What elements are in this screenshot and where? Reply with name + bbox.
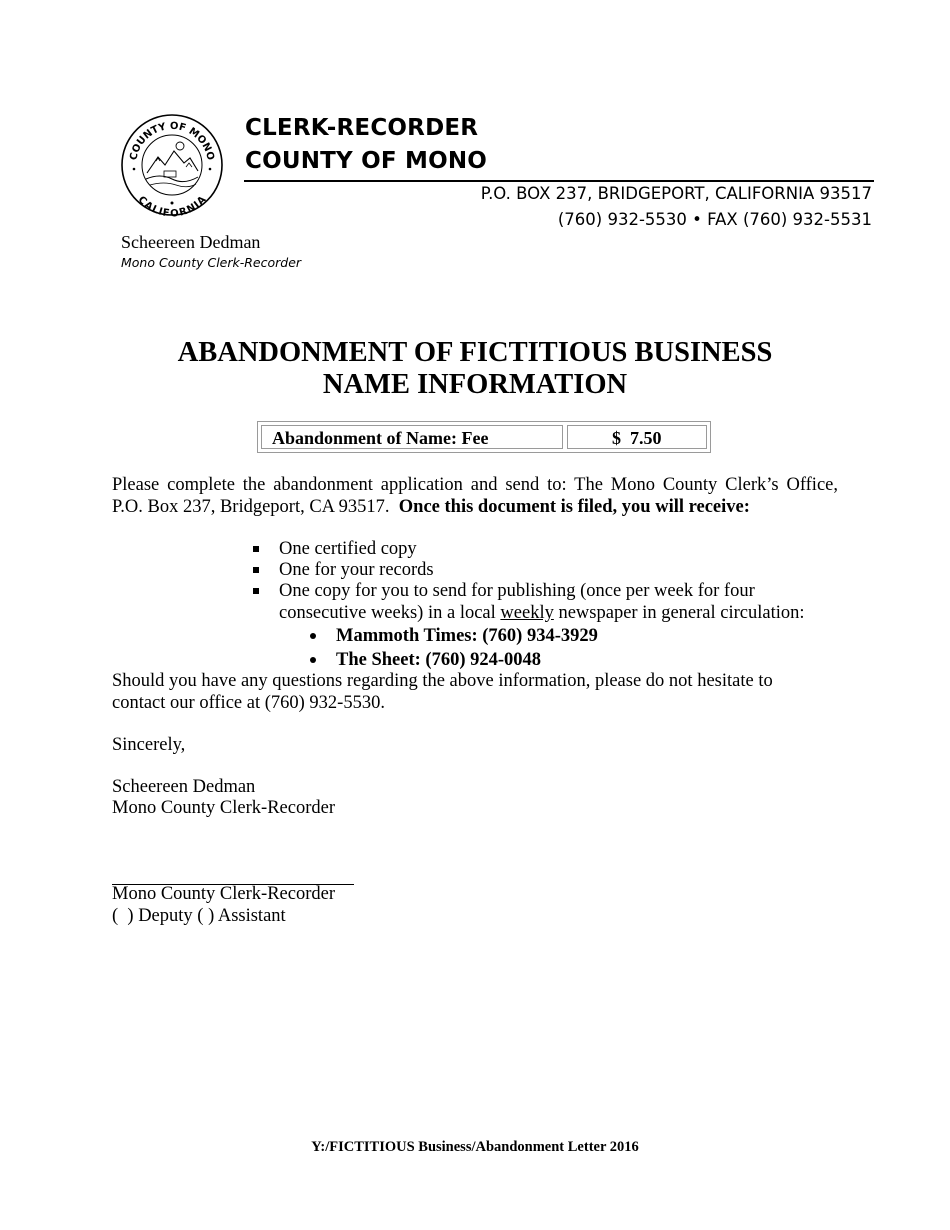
signer-title: Mono County Clerk-Recorder <box>112 798 335 818</box>
sub-list-bullet <box>310 657 316 663</box>
intro-address: P.O. Box 237, Bridgeport, CA 93517. <box>112 496 390 517</box>
deputy-assistant-options: ( ) Deputy ( ) Assistant <box>112 906 286 926</box>
office-phone: (760) 932-5530 • FAX (760) 932-5531 <box>557 210 872 229</box>
publishing-text-weekly: weekly <box>500 603 554 623</box>
intro-line1: Please complete the abandonment application and send to: The Mono County Clerk’s Office, <box>112 475 838 495</box>
office-address: P.O. BOX 237, BRIDGEPORT, CALIFORNIA 93517 <box>480 184 872 203</box>
fee-table <box>257 421 711 453</box>
official-name: Scheereen Dedman <box>121 232 261 252</box>
office-name-line2: COUNTY OF MONO <box>245 148 488 174</box>
county-seal <box>120 113 224 217</box>
list-item-records-copy: One for your records <box>279 560 434 580</box>
list-bullet <box>253 588 259 594</box>
seal-bottom-text: CALIFORNIA <box>135 194 209 217</box>
publishing-text-pre: consecutive weeks) in a local <box>279 603 496 623</box>
office-name-line1: CLERK-RECORDER <box>245 115 479 141</box>
closing-paragraph: Should you have any questions regarding the above information, please do not hesitate to contact our office at (760) 932-5530. <box>112 671 773 713</box>
header-rule <box>244 180 874 182</box>
sub-list-bullet <box>310 633 316 639</box>
document-title <box>0 337 950 401</box>
intro-paragraph <box>112 475 838 518</box>
fee-label: Abandonment of Name: Fee <box>272 428 489 448</box>
list-bullet <box>253 567 259 573</box>
fee-amount: $ 7.50 <box>612 428 662 448</box>
official-title: Mono County Clerk-Recorder <box>121 255 302 270</box>
title-line2: NAME INFORMATION <box>322 369 628 400</box>
svg-text:CALIFORNIA <box>135 194 208 217</box>
list-item-publishing-line2 <box>279 603 805 625</box>
sincerely: Sincerely, <box>112 735 186 755</box>
newspaper-mammoth-times: Mammoth Times: (760) 934-3929 <box>336 626 598 646</box>
signature-title: Mono County Clerk-Recorder <box>112 884 335 904</box>
list-item-publishing-line1: One copy for you to send for publishing (once per week for four <box>279 581 755 601</box>
signer-name: Scheereen Dedman <box>112 777 256 797</box>
title-line1: ABANDONMENT OF FICTITIOUS BUSINESS <box>177 337 773 368</box>
fee-label-cell <box>261 425 563 449</box>
publishing-text-post: newspaper in general circulation: <box>558 603 805 623</box>
footer-file-path: Y:/FICTITIOUS Business/Abandonment Letter 2016 <box>311 1139 639 1155</box>
intro-line2 <box>112 497 838 519</box>
intro-bold-statement: Once this document is filed, you will receive: <box>398 496 750 517</box>
seal-top-text: COUNTY OF MONO <box>128 120 216 162</box>
fee-value-cell <box>567 425 707 449</box>
list-bullet <box>253 546 259 552</box>
list-item-certified-copy: One certified copy <box>279 539 417 559</box>
svg-text:COUNTY OF MONO <box>128 121 215 161</box>
newspaper-the-sheet: The Sheet: (760) 924-0048 <box>336 650 542 670</box>
